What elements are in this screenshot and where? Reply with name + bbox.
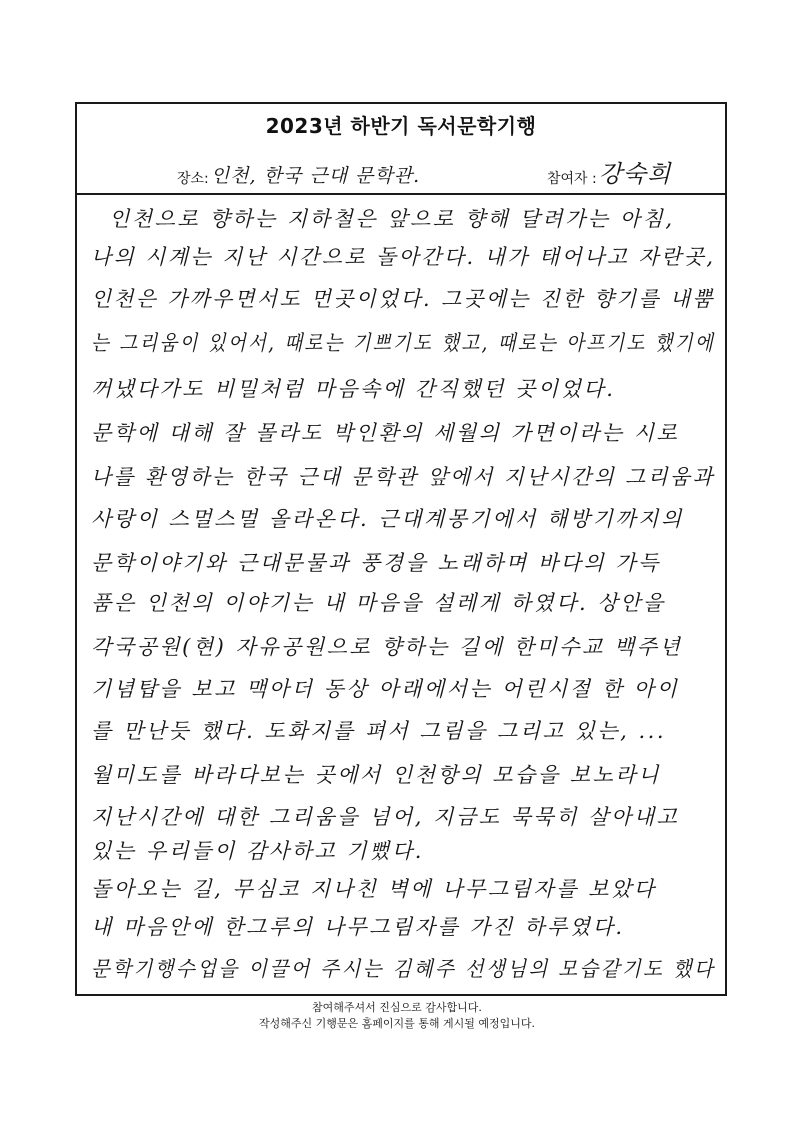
essay-line: 내 마음안에 한그루의 나무그림자를 가진 하루였다. bbox=[91, 915, 625, 939]
essay-line: 나를 환영하는 한국 근대 문학관 앞에서 지난시간의 그리움과 bbox=[91, 465, 715, 489]
place-field bbox=[177, 164, 420, 188]
essay-line: 를 만난듯 했다. 도화지를 펴서 그림을 그리고 있는, ... bbox=[91, 719, 666, 743]
essay-line: 돌아오는 길, 무심코 지나친 벽에 나무그림자를 보았다 bbox=[91, 877, 657, 901]
place-label: 장소: bbox=[177, 171, 209, 187]
essay-line: 문학에 대해 잘 몰라도 박인환의 세월의 가면이라는 시로 bbox=[91, 421, 680, 445]
place-value: 인천, 한국 근대 문학관. bbox=[210, 165, 421, 187]
essay-line: 월미도를 바라다보는 곳에서 인천항의 모습을 보노라니 bbox=[91, 763, 661, 787]
meta-row bbox=[77, 154, 725, 192]
thank-you-note: 참여해주셔서 진심으로 감사합니다. bbox=[312, 1001, 482, 1014]
participant-value: 강숙희 bbox=[598, 160, 672, 188]
form-header bbox=[77, 104, 725, 195]
form-title: 2023년 하반기 독서문학기행 bbox=[265, 114, 537, 138]
essay-line: 사랑이 스멀스멀 올라온다. 근대계몽기에서 해방기까지의 bbox=[91, 507, 684, 531]
participant-label: 참여자 : bbox=[547, 171, 597, 187]
essay-line: 각국공원(현) 자유공원으로 향하는 길에 한미수교 백주년 bbox=[91, 635, 683, 659]
publication-note: 작성해주신 기행문은 홈페이지를 통해 게시될 예정입니다. bbox=[258, 1017, 535, 1030]
essay-line: 인천은 가까우면서도 먼곳이었다. 그곳에는 진한 향기를 내뿜 bbox=[91, 287, 715, 311]
form-footer bbox=[0, 1000, 794, 1032]
essay-line: 인천으로 향하는 지하철은 앞으로 향해 달려가는 아침, bbox=[109, 207, 675, 231]
essay-line: 나의 시계는 지난 시간으로 돌아간다. 내가 태어나고 자란곳, bbox=[91, 245, 716, 269]
essay-line: 있는 우리들이 감사하고 기뻤다. bbox=[91, 839, 424, 863]
essay-line: 문학기행수업을 이끌어 주시는 김혜주 선생님의 모습같기도 했다 bbox=[91, 957, 716, 981]
essay-line: 꺼냈다가도 비밀처럼 마음속에 간직했던 곳이었다. bbox=[91, 377, 616, 401]
essay-form bbox=[75, 102, 727, 996]
essay-line: 기념탑을 보고 맥아더 동상 아래에서는 어린시절 한 아이 bbox=[91, 677, 680, 701]
participant-field bbox=[547, 160, 671, 188]
essay-line: 는 그리움이 있어서, 때로는 기쁘기도 했고, 때로는 아프기도 했기에 bbox=[91, 331, 715, 355]
essay-line: 문학이야기와 근대문물과 풍경을 노래하며 바다의 가득 bbox=[91, 551, 661, 575]
essay-line: 지난시간에 대한 그리움을 넘어, 지금도 묵묵히 살아내고 bbox=[91, 805, 680, 829]
essay-line: 품은 인천의 이야기는 내 마음을 설레게 하였다. 상안을 bbox=[91, 591, 666, 615]
